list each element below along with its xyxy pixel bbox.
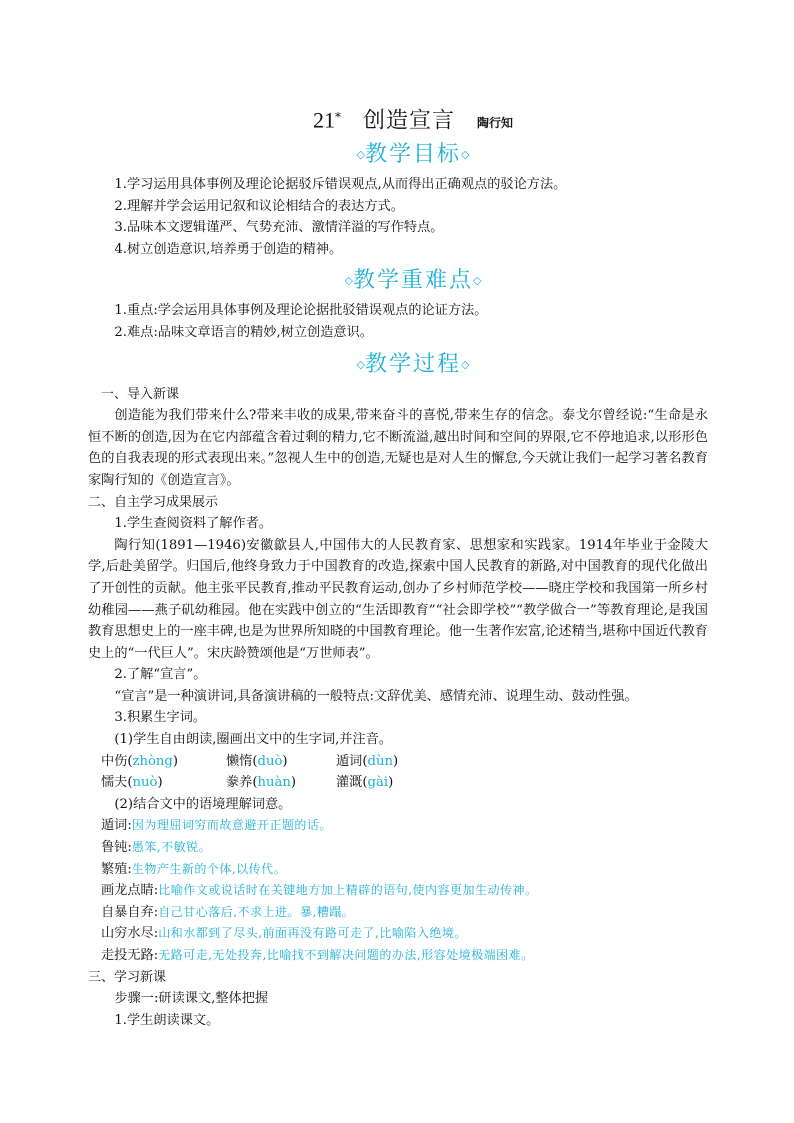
author-bio: 陶行知(1891—1946)安徽歙县人,中国伟大的人民教育家、思想家和实践家。1914年毕业于金陵大学,后赴美留学。归国后,他终身致力于中国教育的改造,探索中国人民教育的新路,对中国教育的现代化做出了开创性的贡献。他主张平民教育,推动平民教育运动,创办了乡村师范学校——晓庄学校和我国第一所乡村幼稚园——燕子矶幼稚园。他在实践中创立的“生活即教育”“社会即学校”“教学做合一”等教育理论,是我国教育思想史上的一座丰碑,也是为世界所知晓的中国教育理论。他一生著作宏富,论述精当,堪称中国近代教育史上的“一代巨人”。宋庆龄赞颂他是“万世师表”。: [88, 537, 708, 661]
definition-item: 画龙点睛:比喻作文或说话时在关键地方加上精辟的语句,使内容更加生动传神。: [101, 883, 538, 899]
step1: 步骤一:研读课文,整体把握: [114, 991, 269, 1007]
vocab-entry: 豢养(huàn): [226, 775, 297, 791]
objective-item: 1.学习运用具体事例及理论论据驳斥错误观点,从而得出正确观点的驳论方法。: [114, 177, 567, 192]
diamond-icon: ◇: [344, 274, 353, 288]
vocab-row: [88, 751, 708, 773]
part1-text: 创造能为我们带来什么?带来丰收的成果,带来奋斗的喜悦,带来生存的信念。泰戈尔曾经说:“生命是永恒不断的创造,因为在它内部蕴含着过剩的精力,它不断流溢,越出时间和空间的界限,它不停地追求,以形形色色的自我表现的形式表现出来。”忽视人生中的创造,无疑也是对人生的懈怠,今天就让我们一起学习著名教育家陶行知的《创造宣言》。: [88, 408, 708, 488]
definition-item: 遁词:因为理屈词穷而故意避开正题的话。: [101, 818, 332, 834]
section-keypoints-heading: ◇教学重难点◇: [344, 268, 482, 294]
lesson-star: *: [334, 110, 341, 124]
diamond-icon: ◇: [461, 357, 470, 371]
item1: 1.学生查阅资料了解作者。: [114, 516, 273, 532]
declaration-text: “宣言”是一种演讲词,具备演讲稿的一般特点:文辞优美、感情充沛、说理生动、鼓动性强。: [114, 688, 638, 704]
definition-item: 山穷水尽:山和水都到了尽头,前面再没有路可走了,比喻陷入绝境。: [101, 926, 467, 942]
definition-item: 走投无路:无路可走,无处投奔,比喻找不到解决问题的办法,形容处境极端困难。: [101, 948, 534, 963]
author-name: 陶行知: [477, 116, 514, 131]
diamond-icon: ◇: [356, 148, 365, 161]
section-process-heading: ◇教学过程◇: [356, 351, 470, 377]
item2: 2.了解“宣言”。: [114, 667, 207, 683]
sub2: (2)结合文中的语境理解词意。: [114, 796, 292, 812]
definition-item: 自暴自弃:自己甘心落后,不求上进。暴,糟蹋。: [101, 904, 355, 920]
definition-item: 繁殖:生物产生新的个体,以传代。: [101, 861, 287, 877]
diamond-icon: ◇: [461, 148, 470, 161]
vocab-entry: 懒惰(duò): [226, 753, 288, 769]
objective-item: 4.树立创造意识,培养勇于创造的精神。: [114, 241, 343, 257]
section-objectives-heading: ◇教学目标◇: [356, 142, 470, 167]
vocab-entry: 中伤(zhòng): [101, 753, 179, 769]
diamond-icon: ◇: [356, 357, 365, 371]
vocab-entry: 灌溉(gài): [336, 775, 394, 791]
keypoint-item: 1.重点:学会运用具体事例及理论论据批驳错误观点的论证方法。: [114, 303, 488, 319]
keypoint-item: 2.难点:品味文章语言的精妙,树立创造意识。: [114, 324, 373, 340]
lesson-number: 21: [312, 107, 335, 133]
step1-item: 1.学生朗读课文。: [114, 1012, 220, 1028]
lesson-title: [118, 100, 708, 134]
vocab-row: [88, 772, 708, 794]
sub1: (1)学生自由朗读,圈画出文中的生字词,并注音。: [114, 732, 393, 748]
document-page: [88, 100, 708, 1031]
objective-item: 3.品味本文逻辑谨严、气势充沛、激情洋溢的写作特点。: [114, 220, 444, 236]
part1-title: 一、导入新课: [101, 386, 180, 402]
vocab-entry: 懦夫(nuò): [101, 775, 163, 791]
vocab-entry: 遁词(dùn): [336, 753, 399, 769]
item3: 3.积累生字词。: [114, 710, 207, 726]
diamond-icon: ◇: [473, 274, 482, 288]
part3-title: 三、学习新课: [88, 969, 167, 985]
lesson-name: 创造宣言: [362, 108, 455, 134]
objective-item: 2.理解并学会运用记叙和议论相结合的表达方式。: [114, 198, 404, 214]
part2-title: 二、自主学习成果展示: [88, 494, 219, 510]
definition-item: 鲁钝:愚笨,不敏锐。: [101, 840, 212, 856]
